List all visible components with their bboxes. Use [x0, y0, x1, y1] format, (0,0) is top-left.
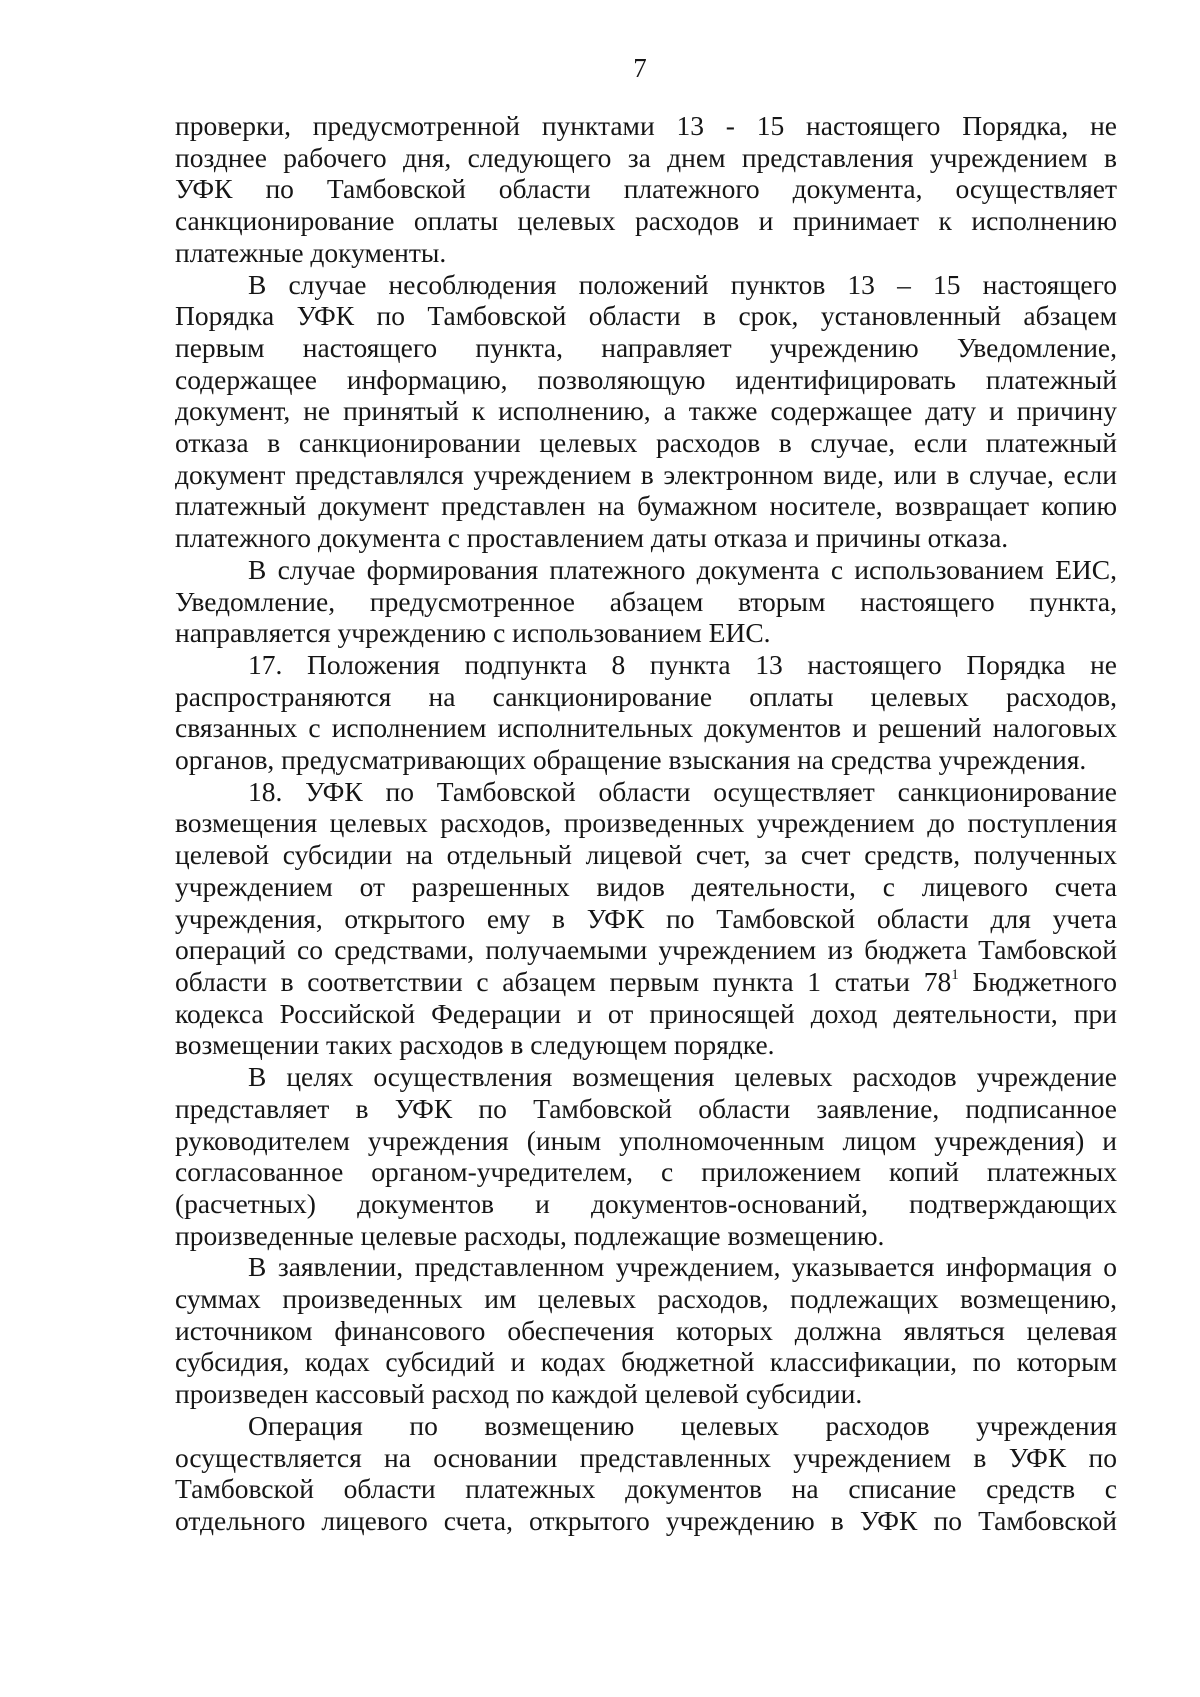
text-line: 18. УФК по Тамбовской области осуществляет санкционирование [248, 775, 1117, 807]
text-line: Тамбовской области платежных документов на списание средств с [175, 1473, 1117, 1505]
text-line: произведенные целевые расходы, подлежащие возмещению. [175, 1219, 885, 1251]
paragraph [175, 554, 1117, 649]
text-line: целевой субсидии на отдельный лицевой счет, за счет средств, полученных [175, 839, 1117, 871]
paragraph [175, 1251, 1117, 1410]
text-line: возмещении таких расходов в следующем порядке. [175, 1029, 775, 1061]
text-line: органов, предусматривающих обращение взыскания на средства учреждения. [175, 744, 1087, 776]
text-line: связанных с исполнением исполнительных документов и решений налоговых [175, 712, 1117, 744]
paragraph [175, 1061, 1117, 1251]
text-line: направляется учреждению с использованием ЕИС. [175, 617, 771, 649]
text-line: В целях осуществления возмещения целевых расходов учреждение [248, 1061, 1117, 1093]
text-line: документ, не принятый к исполнению, а также содержащее дату и причину [175, 395, 1117, 427]
paragraph [175, 776, 1117, 1061]
text-line: распространяются на санкционирование оплаты целевых расходов, [175, 680, 1117, 712]
paragraph [175, 110, 1117, 269]
text-line: возмещения целевых расходов, произведенных учреждением до поступления [175, 807, 1117, 839]
text-line: произведен кассовый расход по каждой целевой субсидии. [175, 1378, 863, 1410]
text-line: (расчетных) документов и документов-оснований, подтверждающих [175, 1187, 1117, 1219]
paragraph [175, 1410, 1117, 1537]
text-line: учреждением от разрешенных видов деятельности, с лицевого счета [175, 870, 1117, 902]
text-line: В случае формирования платежного документа с использованием ЕИС, [248, 553, 1117, 585]
text-line: субсидия, кодах субсидий и кодах бюджетной классификации, по которым [175, 1346, 1117, 1378]
text-line: В заявлении, представленном учреждением, указывается информация о [248, 1251, 1117, 1283]
text-line: суммах произведенных им целевых расходов, подлежащих возмещению, [175, 1283, 1117, 1315]
text-line: операций со средствами, получаемыми учреждением из бюджета Тамбовской [175, 934, 1117, 966]
text-line: содержащее информацию, позволяющую идентифицировать платежный [175, 363, 1117, 395]
text-line: первым настоящего пункта, направляет учреждению Уведомление, [175, 331, 1117, 363]
text-line: платежные документы. [175, 236, 447, 268]
document-body [175, 110, 1117, 1537]
text-line: руководителем учреждения (иным уполномоченным лицом учреждения) и [175, 1124, 1117, 1156]
text-line: В случае несоблюдения положений пунктов 13 – 15 настоящего [248, 268, 1117, 300]
text-line: платежного документа с проставлением даты отказа и причины отказа. [175, 522, 1009, 554]
text-line: согласованное органом-учредителем, с приложением копий платежных [175, 1156, 1117, 1188]
page-number: 7 [633, 53, 647, 83]
text-line: отдельного лицевого счета, открытого учреждению в УФК по Тамбовской [175, 1504, 1117, 1536]
text-line: документ представлялся учреждением в электронном виде, или в случае, если [175, 458, 1117, 490]
text-line: отказа в санкционировании целевых расходов в случае, если платежный [175, 427, 1117, 459]
text-line: платежный документ представлен на бумажном носителе, возвращает копию [175, 490, 1117, 522]
text-line: Порядка УФК по Тамбовской области в срок, установленный абзацем [175, 300, 1117, 332]
text-line: представляет в УФК по Тамбовской области заявление, подписанное [175, 1092, 1117, 1124]
text-line: проверки, предусмотренной пунктами 13 - 15 настоящего Порядка, не [175, 110, 1117, 141]
text-line: учреждения, открытого ему в УФК по Тамбовской области для учета [175, 902, 1117, 934]
text-line: кодекса Российской Федерации и от приносящей доход деятельности, при [175, 997, 1117, 1029]
paragraph [175, 269, 1117, 554]
text-line: Уведомление, предусмотренное абзацем вторым настоящего пункта, [175, 585, 1117, 617]
text-line: Операция по возмещению целевых расходов учреждения [248, 1409, 1117, 1441]
text-line: области в соответствии с абзацем первым пункта 1 статьи $78^1$ Бюджетного [175, 965, 1118, 997]
text-line: позднее рабочего дня, следующего за днем представления учреждением в [175, 141, 1117, 173]
paragraph [175, 649, 1117, 776]
text-line: осуществляется на основании представленных учреждением в УФК по [175, 1441, 1117, 1473]
text-line: санкционирование оплаты целевых расходов и принимает к исполнению [175, 205, 1117, 237]
text-line: УФК по Тамбовской области платежного документа, осуществляет [175, 173, 1117, 205]
text-line: 17. Положения подпункта 8 пункта 13 настоящего Порядка не [248, 648, 1117, 680]
text-line: источником финансового обеспечения которых должна являться целевая [175, 1314, 1117, 1346]
